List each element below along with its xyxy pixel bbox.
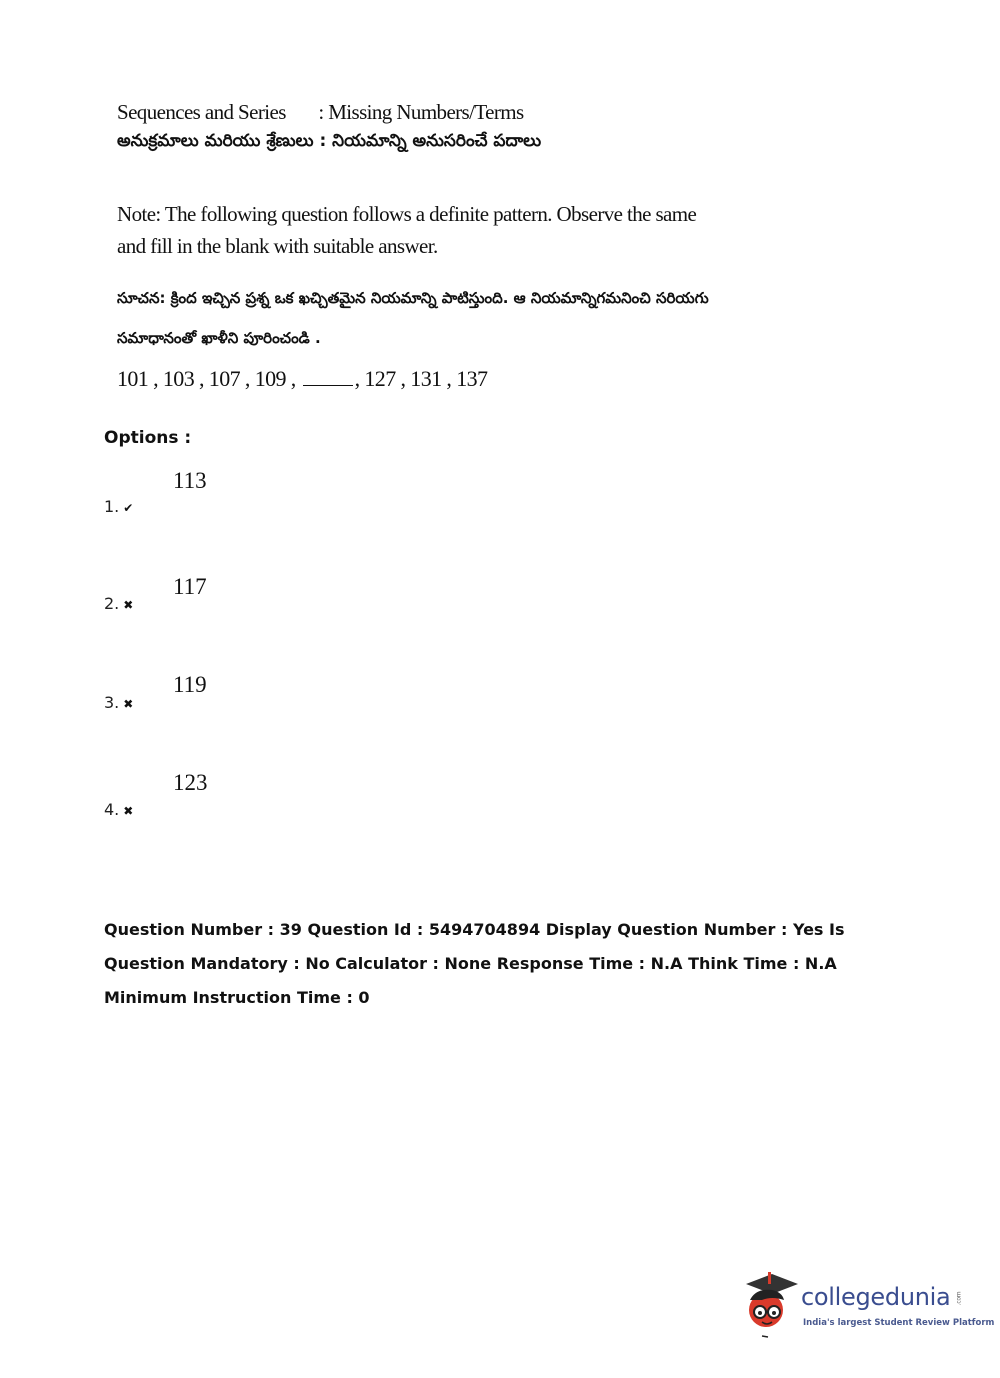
topic-heading-telugu: అనుక్రమాలు మరియు శ్రేణులు : నియమాన్ని అనుసరించే పదాలు <box>117 131 542 151</box>
logo-name: collegedunia <box>801 1283 951 1311</box>
topic-heading-english: Sequences and Series : Missing Numbers/Terms <box>117 100 524 124</box>
option-number: 3. <box>104 693 120 712</box>
options-label: Options : <box>104 428 192 448</box>
answer-blank <box>303 367 353 386</box>
sequence-after-blank: , 127 , 131 , 137 <box>354 366 488 391</box>
cross-icon: ✖ <box>123 804 134 818</box>
question-sequence <box>117 366 487 392</box>
mascot-logo-icon <box>742 1270 800 1340</box>
cross-icon: ✖ <box>123 598 134 612</box>
checkmark-icon: ✔ <box>123 501 134 515</box>
option-2-value: 117 <box>173 574 207 599</box>
sequence-before-blank: 101 , 103 , 107 , 109 , <box>117 366 296 391</box>
note-telugu: సూచన: క్రింద ఇచ్చిన ప్రశ్న ఒక ఖచ్చితమైన నియమాన్ని పాటిస్తుంది. ఆ నియమాన్నిగమనించి సరియగు సమాధానంతో ఖాళీని పూరించండి . <box>117 289 709 347</box>
logo-tagline: India's largest Student Review Platform <box>803 1318 995 1328</box>
cross-icon: ✖ <box>123 697 134 711</box>
option-1[interactable] <box>104 497 133 517</box>
option-3[interactable] <box>104 693 133 713</box>
option-number: 1. <box>104 497 120 516</box>
option-1-value: 113 <box>173 468 207 493</box>
option-4-value: 123 <box>173 770 208 795</box>
option-4[interactable] <box>104 800 133 820</box>
note-english: Note: The following question follows a definite pattern. Observe the same and fill in the blank with suitable answer. <box>117 202 697 258</box>
logo-domain: .com <box>955 1291 963 1305</box>
question-metadata: Question Number : 39 Question Id : 5494704894 Display Question Number : Yes Is Question Mandatory : No Calculator : None Response Time : N.A Think Time : N.A Minimum Instruction Time : 0 <box>104 920 845 1007</box>
logo-wordmark <box>801 1283 966 1311</box>
option-2[interactable] <box>104 594 133 614</box>
option-number: 2. <box>104 594 120 613</box>
option-number: 4. <box>104 800 120 819</box>
option-3-value: 119 <box>173 672 207 697</box>
